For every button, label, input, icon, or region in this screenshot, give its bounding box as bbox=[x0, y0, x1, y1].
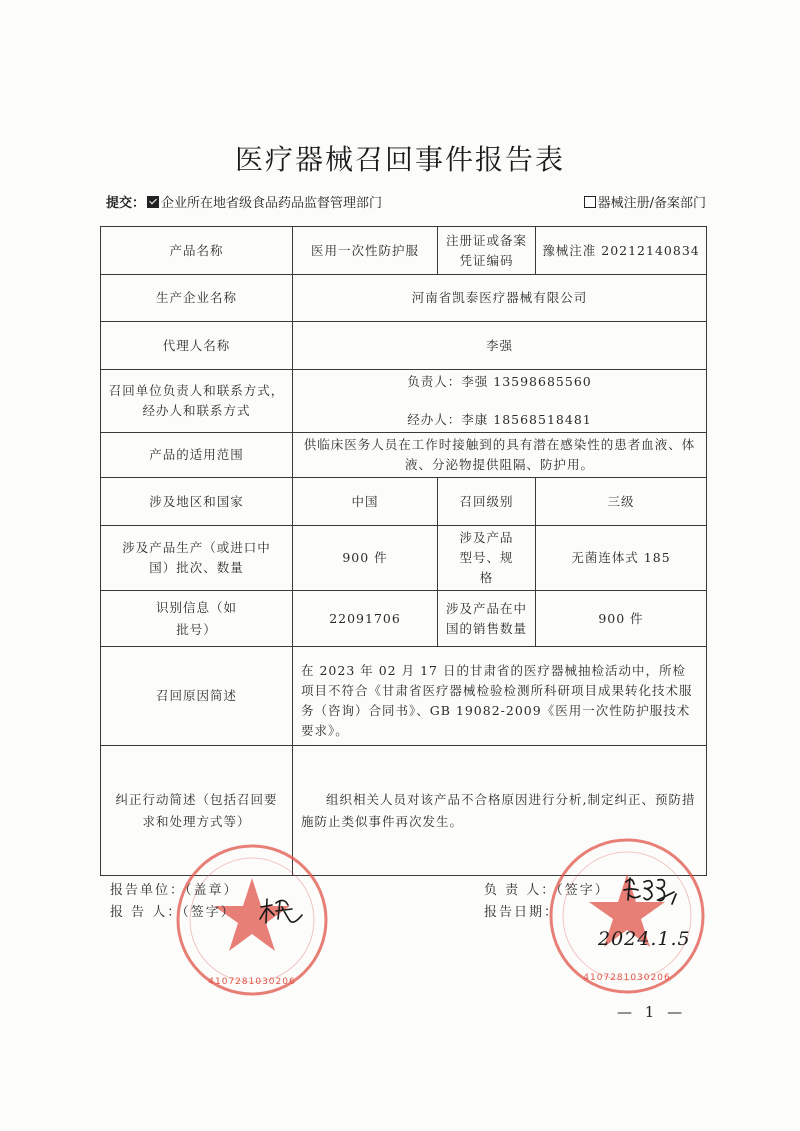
sales-value: 900 件 bbox=[536, 591, 707, 647]
page-number: — 1 — bbox=[617, 1003, 687, 1021]
reporter-label: 报 告 人： bbox=[110, 905, 183, 920]
seal-code-text-left: 4107281030206 bbox=[208, 977, 296, 987]
reporter-signature bbox=[258, 893, 308, 927]
responsible-note: （签字） bbox=[556, 883, 610, 898]
submit-prefix: 提交： bbox=[106, 196, 146, 211]
table-row bbox=[101, 227, 707, 275]
agent-label: 代理人名称 bbox=[101, 322, 293, 370]
manufacturer-value: 河南省凯泰医疗器械有限公司 bbox=[293, 275, 707, 322]
recall-level-value: 三级 bbox=[536, 478, 707, 526]
responsible-row bbox=[484, 880, 610, 902]
recall-report-table bbox=[100, 226, 707, 876]
seal-code-text-right: 4107281030206 bbox=[583, 973, 671, 983]
registration-value: 豫械注准 20212140834 bbox=[536, 227, 707, 275]
submit-option-registration bbox=[582, 192, 706, 211]
checkbox-checked-icon[interactable] bbox=[147, 196, 159, 208]
table-row bbox=[101, 275, 707, 322]
reason-label: 召回原因简述 bbox=[101, 647, 293, 746]
checkbox-unchecked-icon[interactable] bbox=[584, 196, 596, 208]
table-row bbox=[101, 433, 707, 478]
region-label: 涉及地区和国家 bbox=[101, 478, 293, 526]
handwritten-date: 2024.1.5 bbox=[598, 928, 691, 950]
table-row bbox=[101, 526, 707, 591]
table-row bbox=[101, 478, 707, 526]
contact-value bbox=[293, 370, 707, 433]
recall-level-label: 召回级别 bbox=[438, 478, 536, 526]
action-value: 组织相关人员对该产品不合格原因进行分析,制定纠正、预防措施防止类似事件再次发生。 bbox=[293, 746, 707, 876]
contact-label: 召回单位负责人和联系方式，经办人和联系方式 bbox=[101, 370, 293, 433]
product-name-value: 医用一次性防护服 bbox=[293, 227, 438, 275]
submit-option-provincial bbox=[106, 192, 382, 211]
submit-line bbox=[106, 192, 706, 212]
table-row bbox=[101, 370, 707, 433]
table-row bbox=[101, 647, 707, 746]
table-row bbox=[101, 322, 707, 370]
responsible-sign-block bbox=[484, 880, 610, 924]
scope-value: 供临床医务人员在工作时接触到的具有潜在感染性的患者血液、体液、分泌物提供阻隔、防护用。 bbox=[293, 433, 707, 478]
responsible-label: 负 责 人： bbox=[484, 883, 557, 898]
report-unit-note: （盖章） bbox=[185, 883, 239, 898]
contact-handler: 经办人：李康 18568518481 bbox=[407, 412, 592, 427]
reporter-sign-block bbox=[110, 880, 239, 924]
reporter-note: （签字） bbox=[182, 905, 236, 920]
table-row bbox=[101, 591, 707, 647]
sales-label: 涉及产品在中国的销售数量 bbox=[438, 591, 536, 647]
report-unit-row bbox=[110, 880, 239, 902]
agent-value: 李强 bbox=[293, 322, 707, 370]
batch-label: 涉及产品生产（或进口中国）批次、数量 bbox=[101, 526, 293, 591]
report-date-row bbox=[484, 902, 610, 924]
report-unit-label: 报告单位： bbox=[110, 883, 186, 898]
action-label: 纠正行动简述（包括召回要求和处理方式等） bbox=[101, 746, 293, 876]
registration-label: 注册证或备案凭证编码 bbox=[438, 227, 536, 275]
ident-value: 22091706 bbox=[293, 591, 438, 647]
reporter-row bbox=[110, 902, 239, 924]
responsible-signature bbox=[622, 874, 682, 906]
ident-label: 识别信息（如批号） bbox=[101, 591, 293, 647]
document-title: 医疗器械召回事件报告表 bbox=[234, 143, 565, 176]
product-name-label: 产品名称 bbox=[101, 227, 293, 275]
scope-label: 产品的适用范围 bbox=[101, 433, 293, 478]
reason-value: 在 2023 年 02 月 17 日的甘肃省的医疗器械抽检活动中，所检项目不符合《甘肃省医疗器械检验检测所科研项目成果转化技术服务（咨询）合同书》、GB 19082-2009《医用一次性防护服技术要求》。 bbox=[293, 647, 707, 746]
model-value: 无菌连体式 185 bbox=[536, 526, 707, 591]
model-label: 涉及产品型号、规格 bbox=[438, 526, 536, 591]
contact-responsible: 负责人：李强 13598685560 bbox=[407, 374, 592, 389]
report-date-label: 报告日期： bbox=[484, 905, 560, 920]
submit-option-provincial-label: 企业所在地省级食品药品监督管理部门 bbox=[161, 196, 383, 211]
manufacturer-label: 生产企业名称 bbox=[101, 275, 293, 322]
batch-value: 900 件 bbox=[293, 526, 438, 591]
region-value: 中国 bbox=[293, 478, 438, 526]
submit-option-registration-label: 器械注册/备案部门 bbox=[597, 196, 706, 211]
